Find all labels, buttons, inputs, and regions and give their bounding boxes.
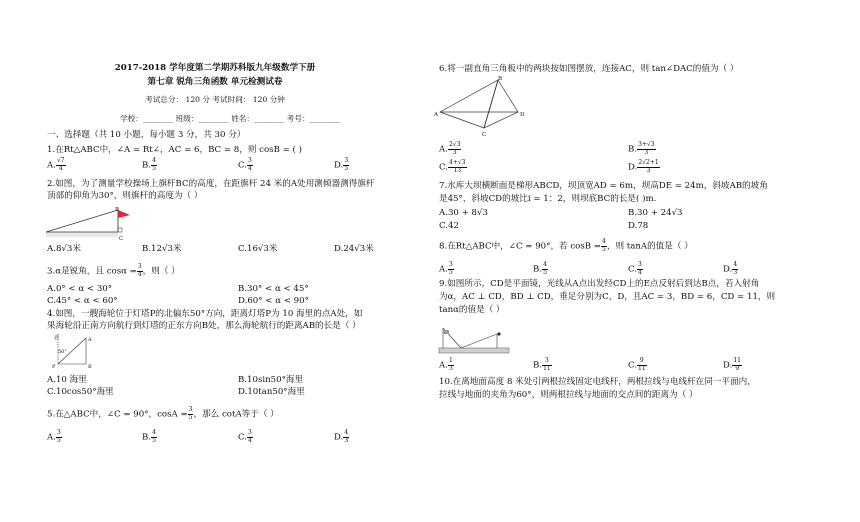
question-3: 3.α是锐角，且 cosα = $\frac{3}{4}$ ，则（ ） xyxy=(47,263,180,278)
question-2-line2: 顶部的仰角为30°，则旗杆的高度为（ ） xyxy=(47,191,203,201)
q3-option-a: A.0° < α < 30° xyxy=(47,284,113,294)
q3-option-d: D.60° < α < 90° xyxy=(238,296,309,306)
q2-option-c: C.16√3米 xyxy=(238,244,278,254)
exam-info: 考试总分： 120 分 考试时间： 120 分钟 xyxy=(145,95,285,104)
section-heading: 一、选择题（共 10 小题，每小题 3 分，共 30 分） xyxy=(47,130,246,140)
q4-option-b: B.10sin50°海里 xyxy=(238,375,304,385)
q2-option-b: B.12√3米 xyxy=(142,244,182,254)
option-c: C. $\frac{3}{4}$ xyxy=(238,157,252,172)
q7-option-c: C.42 xyxy=(439,221,459,231)
option-d: D. $\frac{3}{5}$ xyxy=(334,157,349,172)
q8-option-b: B. $\frac{4}{5}$ xyxy=(533,261,547,276)
question-7-line2: 是45°，斜坡CD的坡比i = 1：2，则坝底BC的长是( )m. xyxy=(439,194,657,204)
question-9-line2: 为α，AC ⊥ CD，BD ⊥ CD，垂足分别为C，D，且AC = 3，BD = 6，CD = 11，则 xyxy=(439,292,776,302)
set-squares-figure xyxy=(436,76,526,138)
question-4-line2: 果海轮沿正南方向航行到灯塔的正东方向B处，那么海轮航行的距离AB的长是（ ） xyxy=(47,321,361,331)
fig4-label-angle: 50° xyxy=(58,349,67,355)
fig4-label-north: 北 xyxy=(54,335,60,341)
q2-option-a: A.8√3米 xyxy=(47,244,81,254)
q9-option-b: B. $\frac{3}{11}$ xyxy=(533,357,551,372)
q3-option-b: B.30° < α < 45° xyxy=(238,284,309,294)
page-subtitle: 第七章 锐角三角函数 单元检测试卷 xyxy=(147,77,283,87)
option-a: A. $\frac{√7}{4}$ xyxy=(47,157,65,172)
fig4-label-a: A xyxy=(88,337,92,343)
question-2-line1: 2.如图，为了测量学校操场上旗杆BC的高度，在距旗杆 24 米的A处用测倾器测得旗杆 xyxy=(47,179,375,189)
q9-option-d: D. $\frac{11}{9}$ xyxy=(723,357,741,372)
q4-option-c: C.10cos50°海里 xyxy=(47,387,114,397)
fig2-label-c: C xyxy=(119,236,124,242)
fig6-label-c: C xyxy=(482,132,487,138)
fig6-label-a: A xyxy=(434,112,438,118)
q7-option-b: B.30 + 24√3 xyxy=(628,208,683,218)
q6-option-a: A. $\frac{2√3}{3}$ xyxy=(439,141,461,156)
q4-option-d: D.10tan50°海里 xyxy=(238,387,305,397)
mirror-figure xyxy=(437,324,517,356)
q6-option-c: C. $\frac{4+√3}{13}$ xyxy=(439,159,466,174)
q9-option-a: A. $\frac{1}{3}$ xyxy=(439,357,453,372)
q3-option-c: C.45° < α < 60° xyxy=(47,296,118,306)
q8-option-a: A. $\frac{3}{5}$ xyxy=(439,261,453,276)
fig4-label-p: P xyxy=(52,364,56,370)
q5-option-c: C. $\frac{3}{4}$ xyxy=(238,429,252,444)
question-9-line3: tanα的值是（ ） xyxy=(439,305,505,315)
fig6-label-d: D xyxy=(520,112,525,118)
q7-option-a: A.30 + 8√3 xyxy=(439,208,488,218)
q5-option-b: B. $\frac{4}{5}$ xyxy=(142,429,156,444)
q2-option-d: D.24√3米 xyxy=(334,244,374,254)
q5-option-a: A. $\frac{3}{5}$ xyxy=(47,429,61,444)
fig6-label-b: B xyxy=(498,76,503,82)
q6-option-d: D. $\frac{2√2+1}{3}$ xyxy=(628,159,659,174)
question-10-line1: 10.在离地面高度 8 米处引两根拉线固定电线杆，两根拉线与电线杆在同一平面内， xyxy=(439,377,756,387)
question-10-line2: 拉线与地面的夹角为60°，则两根拉线与地面的交点间的距离为（ ） xyxy=(439,390,698,400)
page-title: 2017-2018 学年度第二学期苏科版九年级数学下册 xyxy=(114,63,316,73)
question-6: 6.将一副直角三角板中的两块按如图摆放，连接AC，则 tan∠DAC的值为（ ） xyxy=(439,64,739,74)
q8-option-d: D. $\frac{4}{3}$ xyxy=(723,261,738,276)
question-8: 8.在Rt△ABC中，∠C = 90°，若 cosB = $\frac{4}{5}$ ，则 tanA的值是（ ） xyxy=(439,238,693,253)
question-7-line1: 7.水库大坝横断面是梯形ABCD，坝顶宽AD = 6m，坝高DE = 24m，斜坡AB的坡角 xyxy=(439,181,768,191)
student-info: 学校：________ 班级：________ 姓名：________ 考号：________ xyxy=(120,114,340,123)
q8-option-c: C. $\frac{3}{4}$ xyxy=(628,261,642,276)
q6-option-b: B. $\frac{3+√3}{3}$ xyxy=(628,141,655,156)
question-4-line1: 4.如图，一艘海轮位于灯塔P的北偏东50°方向，距离灯塔P为 10 海里的点A处，如 xyxy=(47,309,363,319)
q7-option-d: D.78 xyxy=(628,221,649,231)
fig2-label-b: B xyxy=(115,207,120,213)
question-9-line1: 9.如图所示，CD是平面镜，光线从A点出发经CD上的E点反射后到达B点，若入射角 xyxy=(439,279,760,289)
q5-option-d: D. $\frac{4}{3}$ xyxy=(334,429,349,444)
q9-option-c: C. $\frac{9}{11}$ xyxy=(628,357,646,372)
question-5: 5.在△ABC中，∠C = 90°，cosA = $\frac{3}{5}$ ，那么 cotA等于（ ） xyxy=(47,406,279,421)
question-1: 1.在Rt△ABC中，∠A = Rt∠，AC = 6，BC = 8，则 cosB = ( ) xyxy=(47,145,302,155)
option-b: B. $\frac{4}{5}$ xyxy=(142,157,156,172)
q4-option-a: A.10 海里 xyxy=(47,375,87,385)
fig4-label-b: B xyxy=(88,364,92,370)
